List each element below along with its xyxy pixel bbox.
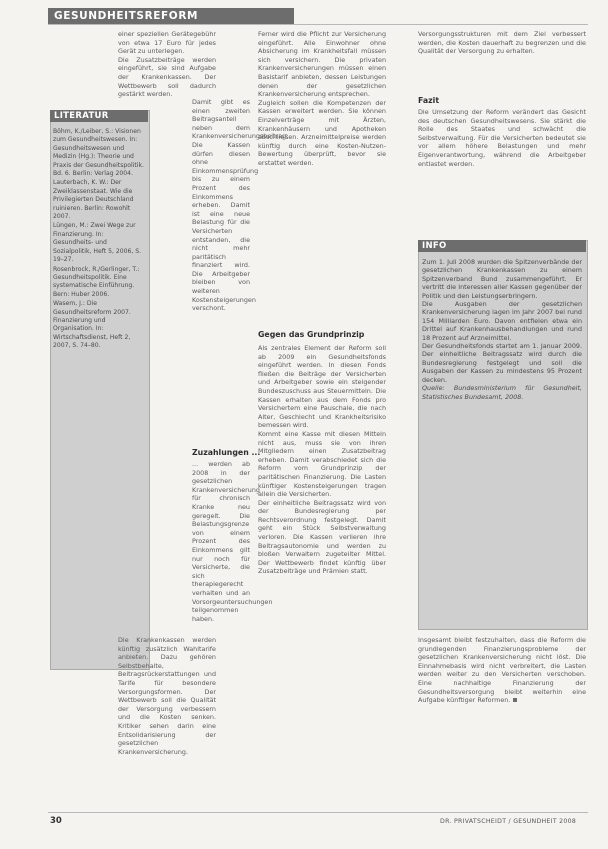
paragraph: Die Krankenkassen werden künftig zusätzlich Wahltarife anbieten. Dazu gehören Selbstbehalte, Beitragsrückerstattungen und Tarife für besondere Versorgungsformen. Der Wettbewerb soll die Qualität der Versorgung verbessern und die Kosten senken. Kritiker sehen darin eine Entsolidarisierung der gesetzlichen Krankenversicherung. bbox=[118, 636, 216, 756]
paragraph: Damit gibt es einen zweiten Beitragsanteil neben dem Krankenversicherungsbeitrag. Die Kassen dürfen diesen ohne Einkommensprüfung bis zu einem Prozent des Einkommens erheben. Damit ist eine neue Belastung für die Versicherten entstanden, die nicht mehr paritätisch finanziert wird. Die Arbeitgeber bleiben von weiteren Kostensteigerungen verschont. bbox=[192, 98, 289, 313]
footer-rule bbox=[48, 812, 588, 813]
info-header bbox=[418, 240, 586, 252]
paragraph: Zugleich sollen die Kompetenzen der Kassen erweitert werden. Sie können Einzelverträge mit Ärzten, Krankenhäusern und Apotheken abschließen. Arzneimittelpreise werden künftig durch eine Kosten-Nutzen-Bewertung überprüft, bevor sie erstattet werden. bbox=[258, 98, 386, 167]
paragraph: Die Umsetzung der Reform verändert das Gesicht des deutschen Gesundheitswesens. Sie stärkt die Rolle des Staates und schwächt die Selbstverwaltung. Für die Versicherten bedeutet sie vor allem höhere Belastungen und mehr Eigenverantwortung, während die Arbeitgeber entlastet werden. bbox=[418, 108, 586, 168]
end-mark-icon bbox=[513, 698, 517, 702]
column-a-narrow bbox=[192, 98, 289, 313]
section-header bbox=[48, 8, 294, 24]
info-paragraph: Die Ausgaben der gesetzlichen Krankenversicherung lagen im Jahr 2007 bei rund 154 Milliarden Euro. Davon entfielen etwa ein Drittel auf Krankenhausbehandlungen und rund 18 Prozent auf Arzneimittel. bbox=[422, 300, 582, 342]
literature-entry: Wasem, J.: Die Gesundheitsreform 2007. Finanzierung und Organisation. In: Wirtschaftsdienst, Heft 2, 2007, S. 74–80. bbox=[53, 300, 131, 350]
info-title: INFO bbox=[422, 241, 447, 251]
column-c-fazit bbox=[418, 108, 586, 168]
subheading-fazit: Fazit bbox=[418, 96, 440, 105]
paragraph: Kommt eine Kasse mit diesen Mitteln nicht aus, muss sie von ihren Mitgliedern einen Zusatzbeitrag erheben. Damit verabschiedet sich die Reform vom Grundprinzip der paritätischen Finanzierung. Die Lasten künftiger Kostensteigerungen tragen allein die Versicherten. bbox=[258, 429, 386, 499]
column-c-top bbox=[418, 30, 586, 56]
paragraph: Versorgungsstrukturen mit dem Ziel verbessert werden, die Kosten dauerhaft zu begrenzen und die Qualität der Versorgung zu erhalten. bbox=[418, 30, 586, 56]
literature-entry: Rosenbrock, R./Gerlinger, T.: Gesundheitspolitik. Eine systematische Einführung. Bern: Huber 2006. bbox=[53, 265, 140, 298]
literature-entry: Böhm, K./Leiber, S.: Visionen zum Gesundheitswesen. In: Gesundheitswesen und Medizin (Hg.): Theorie und Praxis der Gesundheitspolitik. Bd. 6. Berlin: Verlag 2004. bbox=[53, 128, 144, 178]
paragraph: Als zentrales Element der Reform soll ab 2009 ein Gesundheitsfonds eingeführt werden. In diesen Fonds fließen die Beiträge der Versicherten und Arbeitgeber sowie ein steigender Bundeszuschuss aus Steuermitteln. Die Kassen erhalten aus dem Fonds pro Versichertem eine Pauschale, die nach Alter, Geschlecht und Krankheitsrisiko bemessen wird. bbox=[258, 344, 386, 430]
paragraph bbox=[418, 636, 586, 705]
paragraph: Die Zusatzbeiträge werden eingeführt, sie sind Aufgabe der Krankenkassen. Der Wettbewerb soll dadurch gestärkt werden. bbox=[118, 55, 216, 99]
column-a-top bbox=[118, 30, 216, 99]
info-source-text: Quelle: Bundesministerium für Gesundheit, Statistisches Bundesamt, 2008. bbox=[422, 384, 582, 401]
column-a-bottom bbox=[118, 636, 216, 756]
literature-title: LITERATUR bbox=[54, 111, 109, 121]
header-rule bbox=[48, 24, 588, 25]
paragraph: ... werden ab 2008 in der gesetzlichen Krankenversicherung für chronisch Kranke neu geregelt. Die Belastungsgrenze von einem Prozent des Einkommens gilt nur noch für Versicherte, die sich therapiegerecht verhalten und an Vorsorgeuntersuchungen teilgenommen haben. bbox=[192, 460, 273, 623]
info-body bbox=[422, 258, 582, 401]
column-b-top bbox=[258, 30, 386, 168]
info-source bbox=[422, 384, 582, 401]
literature-entry: Lauterbach, K. W.: Der Zweiklassenstaat. Wie die Privilegierten Deutschland ruinieren. Berlin: Rowohlt 2007. bbox=[53, 179, 134, 221]
magazine-name: DR. PRIVATSCHEIDT / GESUNDHEIT 2008 bbox=[440, 818, 577, 825]
literature-list bbox=[53, 128, 145, 352]
literature-header bbox=[50, 110, 148, 122]
subheading-zuzahlungen: Zuzahlungen ... bbox=[192, 448, 261, 457]
section-title: GESUNDHEITSREFORM bbox=[54, 10, 199, 22]
paragraph-text: Insgesamt bleibt festzuhalten, dass die Reform die grundlegenden Finanzierungsprobleme der gesetzlichen Krankenversicherung nicht löst. Die Einnahmebasis wird nicht verbreitert, die Lasten werden weiter zu den Versicherten verschoben. Eine nachhaltige Finanzierung der Gesundheitsversorgung bleibt weiterhin eine Aufgabe künftiger Reformen. bbox=[418, 636, 586, 705]
column-b-bottom bbox=[258, 344, 386, 576]
literature-entry: Lüngen, M.: Zwei Wege zur Finanzierung. In: Gesundheits- und Sozialpolitik, Heft 5, 2006, S. 19–27. bbox=[53, 222, 142, 264]
column-c-bottom bbox=[418, 636, 586, 705]
paragraph: Ferner wird die Pflicht zur Versicherung eingeführt. Alle Einwohner ohne Absicherung im Krankheitsfall müssen sich versichern. Die privaten Krankenversicherungen müssen einen Basistarif anbieten, dessen Leistungen denen der gesetzlichen Krankenversicherung entsprechen. bbox=[258, 30, 386, 99]
paragraph: Der einheitliche Beitragssatz wird von der Bundesregierung per Rechtsverordnung festgelegt. Damit geht ein Stück Selbstverwaltung verloren. Die Kassen verlieren ihre Beitragsautonomie und werden zu bloßen Verwaltern zugeteilter Mittel. Der Wettbewerb findet künftig über Zusatzbeiträge und Prämien statt. bbox=[258, 498, 386, 576]
info-paragraph: Der Gesundheitsfonds startet am 1. Januar 2009. Der einheitliche Beitragssatz wird durch die Bundesregierung festgelegt und soll die Ausgaben der Kassen zu mindestens 95 Prozent decken. bbox=[422, 342, 582, 384]
column-a-zuzahlungen bbox=[192, 460, 273, 623]
page-number: 30 bbox=[50, 816, 62, 826]
subheading-grundprinzip: Gegen das Grundprinzip bbox=[258, 330, 365, 339]
paragraph: einer speziellen Gerätegebühr von etwa 17 Euro für jedes Gerät zu unterlegen. bbox=[118, 30, 216, 56]
info-paragraph: Zum 1. Juli 2008 wurden die Spitzenverbände der gesetzlichen Krankenkassen zu einem Spitzenverband Bund zusammengeführt. Er vertritt die Interessen aller Kassen gegenüber der Politik und den Leistungserbringern. bbox=[422, 258, 582, 300]
